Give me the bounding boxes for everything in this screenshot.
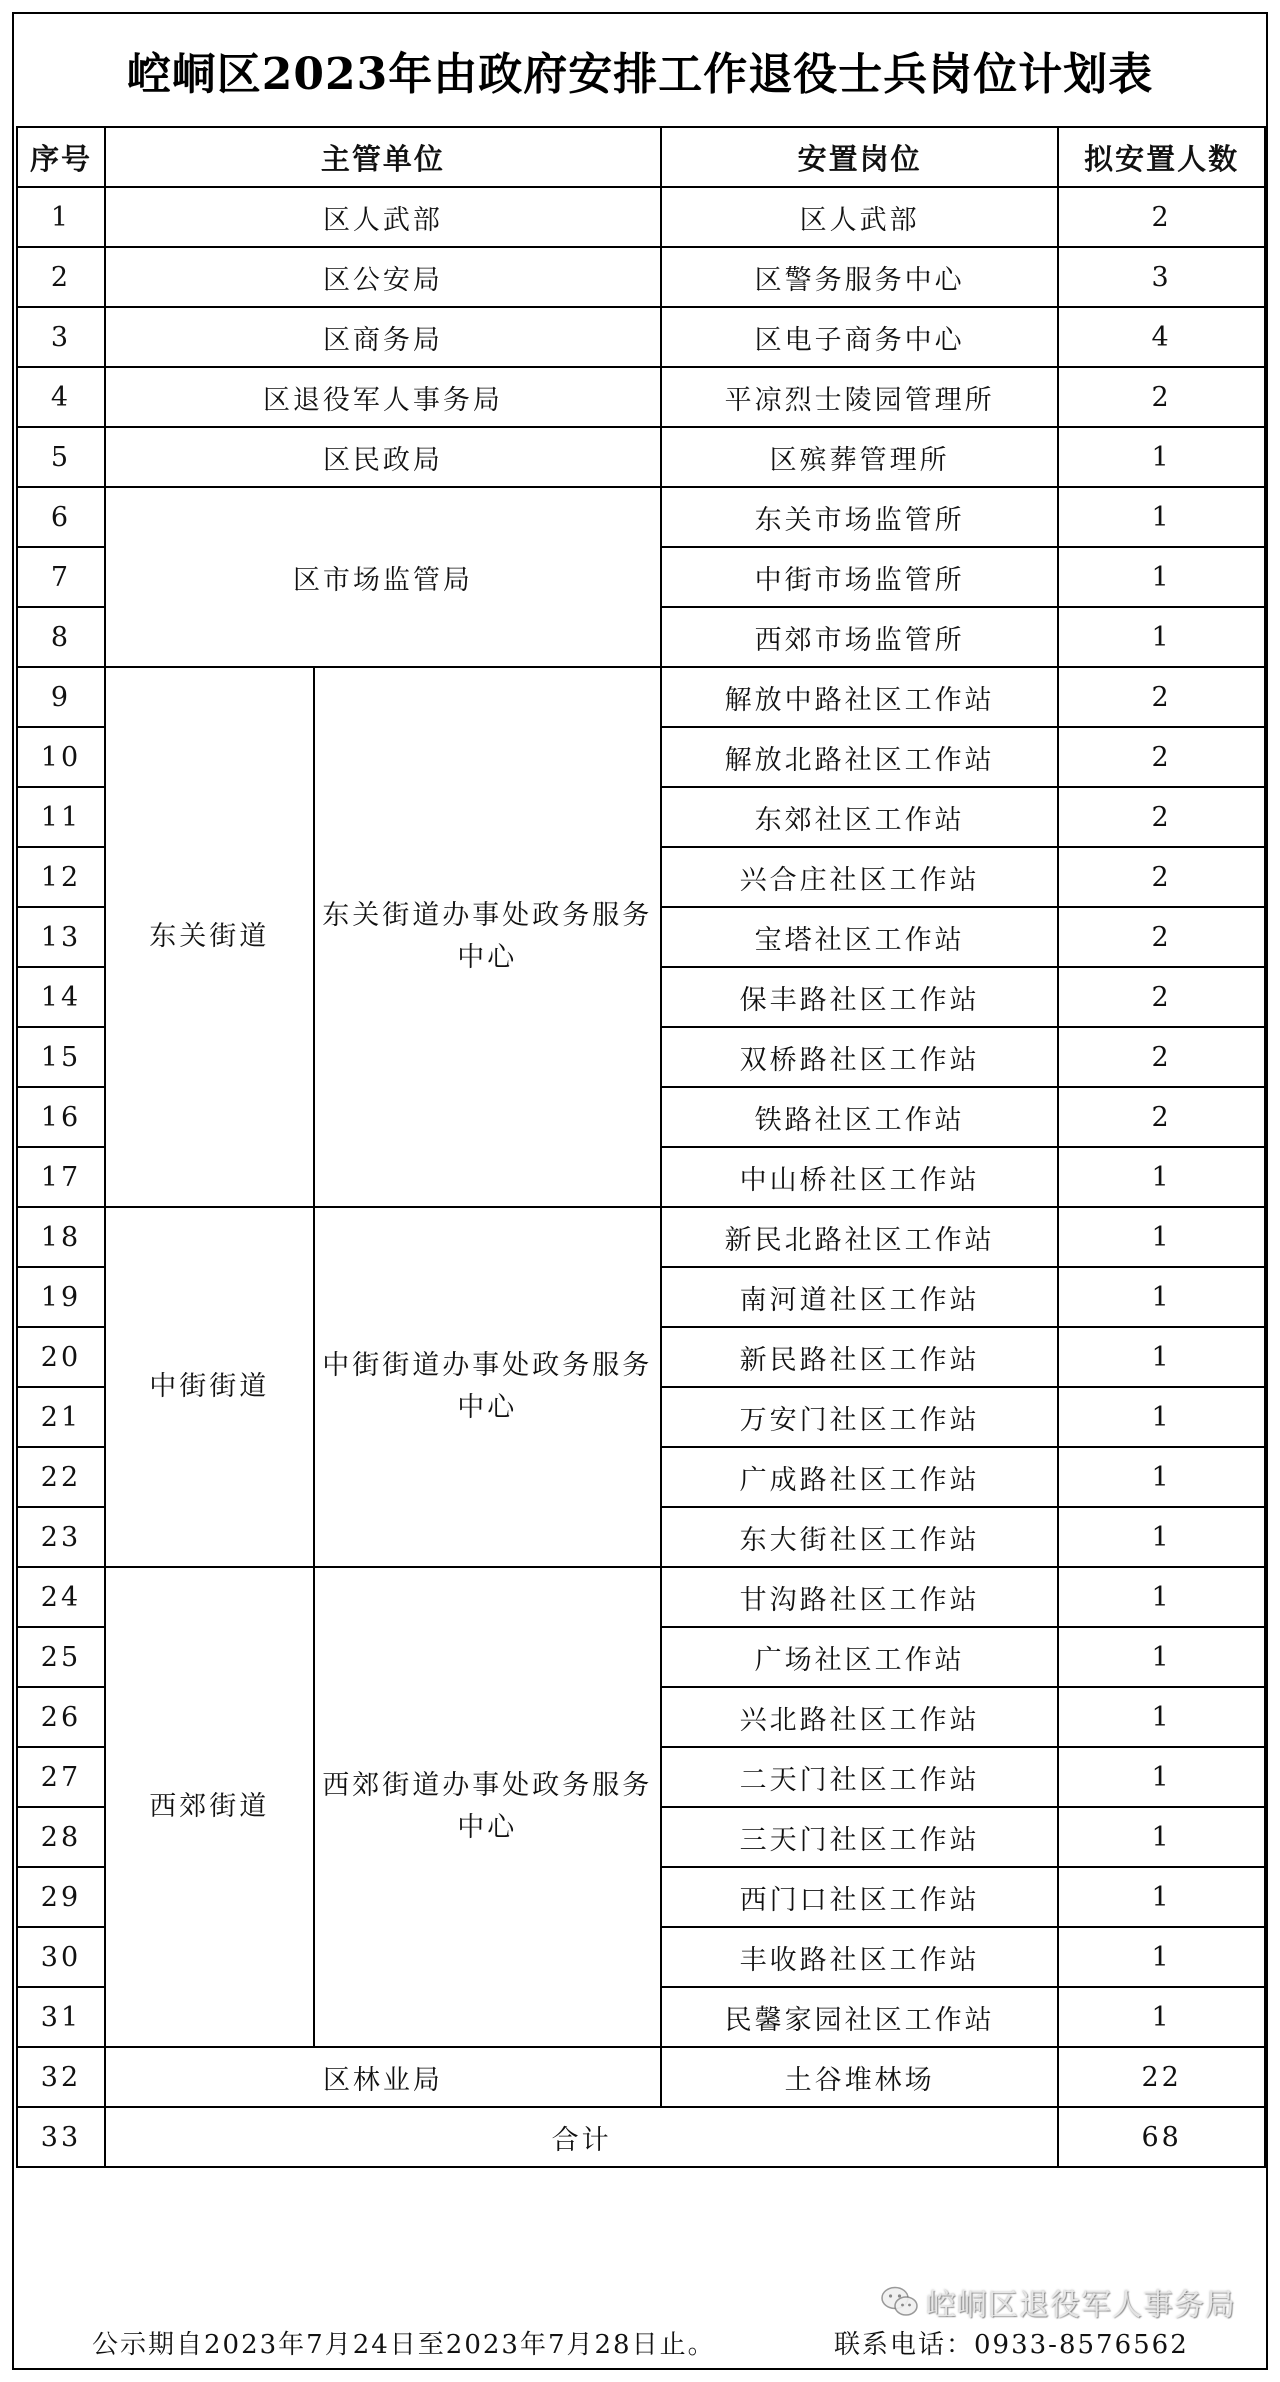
count-cell: 1 <box>1058 487 1265 547</box>
count-cell: 22 <box>1058 2047 1265 2107</box>
post-cell: 区电子商务中心 <box>661 307 1058 367</box>
post-cell: 铁路社区工作站 <box>661 1087 1058 1147</box>
table-row <box>17 307 1265 367</box>
seq-cell: 20 <box>17 1327 105 1387</box>
post-cell: 东大街社区工作站 <box>661 1507 1058 1567</box>
seq-cell: 25 <box>17 1627 105 1687</box>
count-cell: 1 <box>1058 1507 1265 1567</box>
post-cell: 万安门社区工作站 <box>661 1387 1058 1447</box>
seq-cell: 10 <box>17 727 105 787</box>
watermark-text: 崆峒区退役军人事务局 <box>926 2288 1236 2323</box>
account-watermark <box>880 2278 1236 2326</box>
count-cell: 2 <box>1058 967 1265 1027</box>
seq-cell: 1 <box>17 187 105 247</box>
header-dept: 主管单位 <box>105 127 661 187</box>
dept-cell: 区民政局 <box>105 427 661 487</box>
post-cell: 区警务服务中心 <box>661 247 1058 307</box>
seq-cell: 32 <box>17 2047 105 2107</box>
post-cell: 区殡葬管理所 <box>661 427 1058 487</box>
post-cell: 东郊社区工作站 <box>661 787 1058 847</box>
post-cell: 区人武部 <box>661 187 1058 247</box>
seq-cell: 29 <box>17 1867 105 1927</box>
count-cell: 1 <box>1058 607 1265 667</box>
total-row <box>17 2107 1265 2167</box>
dept-cell: 区退役军人事务局 <box>105 367 661 427</box>
table-row <box>17 667 1265 727</box>
table-row <box>17 1207 1265 1267</box>
count-cell: 1 <box>1058 1207 1265 1267</box>
contact-phone: 联系电话：0933-8576562 <box>834 2330 1189 2360</box>
count-cell: 1 <box>1058 1147 1265 1207</box>
seq-cell: 16 <box>17 1087 105 1147</box>
service-center-cell: 东关街道办事处政务服务中心 <box>314 667 661 1207</box>
table-body <box>17 187 1265 2167</box>
count-cell: 1 <box>1058 1567 1265 1627</box>
seq-cell: 27 <box>17 1747 105 1807</box>
seq-cell: 26 <box>17 1687 105 1747</box>
header-post: 安置岗位 <box>661 127 1058 187</box>
document-sheet <box>12 12 1268 2370</box>
post-cell: 东关市场监管所 <box>661 487 1058 547</box>
seq-cell: 5 <box>17 427 105 487</box>
wechat-icon <box>880 2285 920 2319</box>
header-seq: 序号 <box>17 127 105 187</box>
count-cell: 1 <box>1058 1327 1265 1387</box>
seq-cell: 12 <box>17 847 105 907</box>
seq-cell: 18 <box>17 1207 105 1267</box>
seq-cell: 19 <box>17 1267 105 1327</box>
seq-cell: 4 <box>17 367 105 427</box>
post-cell: 南河道社区工作站 <box>661 1267 1058 1327</box>
table-row <box>17 1567 1265 1627</box>
seq-cell: 17 <box>17 1147 105 1207</box>
count-cell: 2 <box>1058 727 1265 787</box>
table-row <box>17 2047 1265 2107</box>
seq-cell: 11 <box>17 787 105 847</box>
dept-cell: 区商务局 <box>105 307 661 367</box>
header-count: 拟安置人数 <box>1058 127 1265 187</box>
table-header-row <box>17 127 1265 187</box>
seq-cell: 24 <box>17 1567 105 1627</box>
placement-plan-table <box>16 126 1266 2168</box>
post-cell: 西门口社区工作站 <box>661 1867 1058 1927</box>
post-cell: 宝塔社区工作站 <box>661 907 1058 967</box>
post-cell: 解放中路社区工作站 <box>661 667 1058 727</box>
table-row <box>17 187 1265 247</box>
service-center-cell: 中街街道办事处政务服务中心 <box>314 1207 661 1567</box>
post-cell: 兴合庄社区工作站 <box>661 847 1058 907</box>
count-cell: 2 <box>1058 667 1265 727</box>
seq-cell: 28 <box>17 1807 105 1867</box>
post-cell: 二天门社区工作站 <box>661 1747 1058 1807</box>
count-cell: 1 <box>1058 1987 1265 2047</box>
count-cell: 2 <box>1058 847 1265 907</box>
count-cell: 1 <box>1058 1687 1265 1747</box>
seq-cell: 21 <box>17 1387 105 1447</box>
count-cell: 1 <box>1058 1927 1265 1987</box>
count-cell: 2 <box>1058 787 1265 847</box>
count-cell: 1 <box>1058 1867 1265 1927</box>
table-row <box>17 367 1265 427</box>
service-center-cell: 西郊街道办事处政务服务中心 <box>314 1567 661 2047</box>
count-cell: 2 <box>1058 907 1265 967</box>
post-cell: 新民北路社区工作站 <box>661 1207 1058 1267</box>
count-cell: 2 <box>1058 1027 1265 1087</box>
table-row <box>17 487 1265 547</box>
seq-cell: 22 <box>17 1447 105 1507</box>
post-cell: 解放北路社区工作站 <box>661 727 1058 787</box>
count-cell: 1 <box>1058 1807 1265 1867</box>
count-cell: 2 <box>1058 187 1265 247</box>
post-cell: 广成路社区工作站 <box>661 1447 1058 1507</box>
seq-cell: 7 <box>17 547 105 607</box>
count-cell: 1 <box>1058 427 1265 487</box>
post-cell: 三天门社区工作站 <box>661 1807 1058 1867</box>
dept-cell: 区林业局 <box>105 2047 661 2107</box>
post-cell: 甘沟路社区工作站 <box>661 1567 1058 1627</box>
post-cell: 广场社区工作站 <box>661 1627 1058 1687</box>
seq-cell: 6 <box>17 487 105 547</box>
count-cell: 1 <box>1058 1747 1265 1807</box>
dept-cell: 区公安局 <box>105 247 661 307</box>
dept-cell: 区人武部 <box>105 187 661 247</box>
count-cell: 2 <box>1058 367 1265 427</box>
post-cell: 民馨家园社区工作站 <box>661 1987 1058 2047</box>
post-cell: 中山桥社区工作站 <box>661 1147 1058 1207</box>
total-label: 合计 <box>105 2107 1058 2167</box>
post-cell: 双桥路社区工作站 <box>661 1027 1058 1087</box>
seq-cell: 3 <box>17 307 105 367</box>
dept-group-cell: 区市场监管局 <box>105 487 661 667</box>
seq-cell: 23 <box>17 1507 105 1567</box>
count-cell: 1 <box>1058 1267 1265 1327</box>
count-cell: 1 <box>1058 547 1265 607</box>
table-row <box>17 427 1265 487</box>
street-cell: 东关街道 <box>105 667 314 1207</box>
post-cell: 平凉烈士陵园管理所 <box>661 367 1058 427</box>
seq-cell: 31 <box>17 1987 105 2047</box>
count-cell: 3 <box>1058 247 1265 307</box>
table-row <box>17 247 1265 307</box>
publicity-period-notice: 公示期自2023年7月24日至2023年7月28日止。 <box>92 2330 716 2360</box>
post-cell: 中街市场监管所 <box>661 547 1058 607</box>
seq-cell: 2 <box>17 247 105 307</box>
post-cell: 丰收路社区工作站 <box>661 1927 1058 1987</box>
seq-cell: 14 <box>17 967 105 1027</box>
seq-cell: 15 <box>17 1027 105 1087</box>
count-cell: 1 <box>1058 1387 1265 1447</box>
post-cell: 西郊市场监管所 <box>661 607 1058 667</box>
seq-cell: 8 <box>17 607 105 667</box>
post-cell: 新民路社区工作站 <box>661 1327 1058 1387</box>
post-cell: 土谷堆林场 <box>661 2047 1058 2107</box>
seq-cell: 30 <box>17 1927 105 1987</box>
total-count: 68 <box>1058 2107 1265 2167</box>
count-cell: 1 <box>1058 1447 1265 1507</box>
street-cell: 中街街道 <box>105 1207 314 1567</box>
seq-cell: 9 <box>17 667 105 727</box>
seq-cell: 33 <box>17 2107 105 2167</box>
street-cell: 西郊街道 <box>105 1567 314 2047</box>
count-cell: 1 <box>1058 1627 1265 1687</box>
post-cell: 兴北路社区工作站 <box>661 1687 1058 1747</box>
post-cell: 保丰路社区工作站 <box>661 967 1058 1027</box>
count-cell: 4 <box>1058 307 1265 367</box>
seq-cell: 13 <box>17 907 105 967</box>
count-cell: 2 <box>1058 1087 1265 1147</box>
document-title: 崆峒区2023年由政府安排工作退役士兵岗位计划表 <box>126 49 1154 100</box>
